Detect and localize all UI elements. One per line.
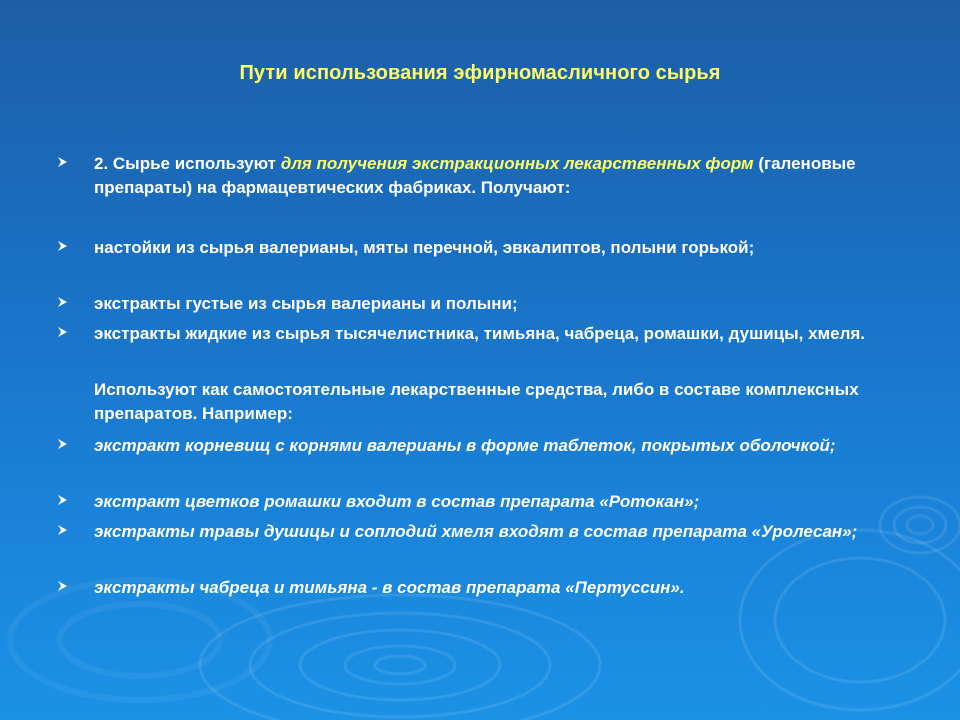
bullet-text: экстракты травы душицы и соплодий хмеля входят в состав препарата «Уролесан»;: [94, 522, 858, 541]
arrow-bullet-icon: [58, 152, 72, 174]
bullet-text: экстракты жидкие из сырья тысячелистника, тимьяна, чабреца, ромашки, душицы, хмеля.: [94, 324, 866, 343]
bullet-text: экстракты чабреца и тимьяна - в состав препарата «Пертуссин».: [94, 578, 685, 597]
paragraph: [58, 378, 908, 426]
arrow-bullet-icon: [58, 490, 72, 512]
slide-title: Пути использования эфирномасличного сырья: [239, 62, 721, 84]
bullet-text: экстракты густые из сырья валерианы и полыни;: [94, 294, 518, 313]
bullet-text: экстракт корневищ с корнями валерианы в форме таблеток, покрытых оболочкой;: [94, 436, 836, 455]
arrow-bullet-icon: [58, 520, 72, 542]
list-item: [58, 490, 908, 514]
list-item: [58, 236, 908, 260]
list-item: [58, 322, 908, 346]
arrow-bullet-icon: [58, 292, 72, 314]
arrow-bullet-icon: [58, 236, 72, 258]
intro-highlight: для получения экстракционных лекарственных форм: [280, 154, 754, 173]
arrow-bullet-icon: [58, 576, 72, 598]
arrow-bullet-icon: [58, 434, 72, 456]
list-item: [58, 520, 908, 544]
list-item-intro: [58, 152, 908, 200]
intro-prefix: 2. Сырье используют: [94, 154, 281, 173]
intro-suffix: (галеновые препараты) на фармацевтических фабриках. Получают:: [94, 154, 856, 197]
bullet-text: экстракт цветков ромашки входит в состав препарата «Ротокан»;: [94, 492, 700, 511]
list-item: [58, 292, 908, 316]
list-item: [58, 434, 908, 458]
bullet-text: настойки из сырья валерианы, мяты перечной, эвкалиптов, полыни горькой;: [94, 238, 755, 257]
paragraph-text: Используют как самостоятельные лекарственные средства, либо в составе комплексных препаратов. Например:: [94, 380, 859, 423]
list-item: [58, 576, 908, 600]
arrow-bullet-icon: [58, 322, 72, 344]
